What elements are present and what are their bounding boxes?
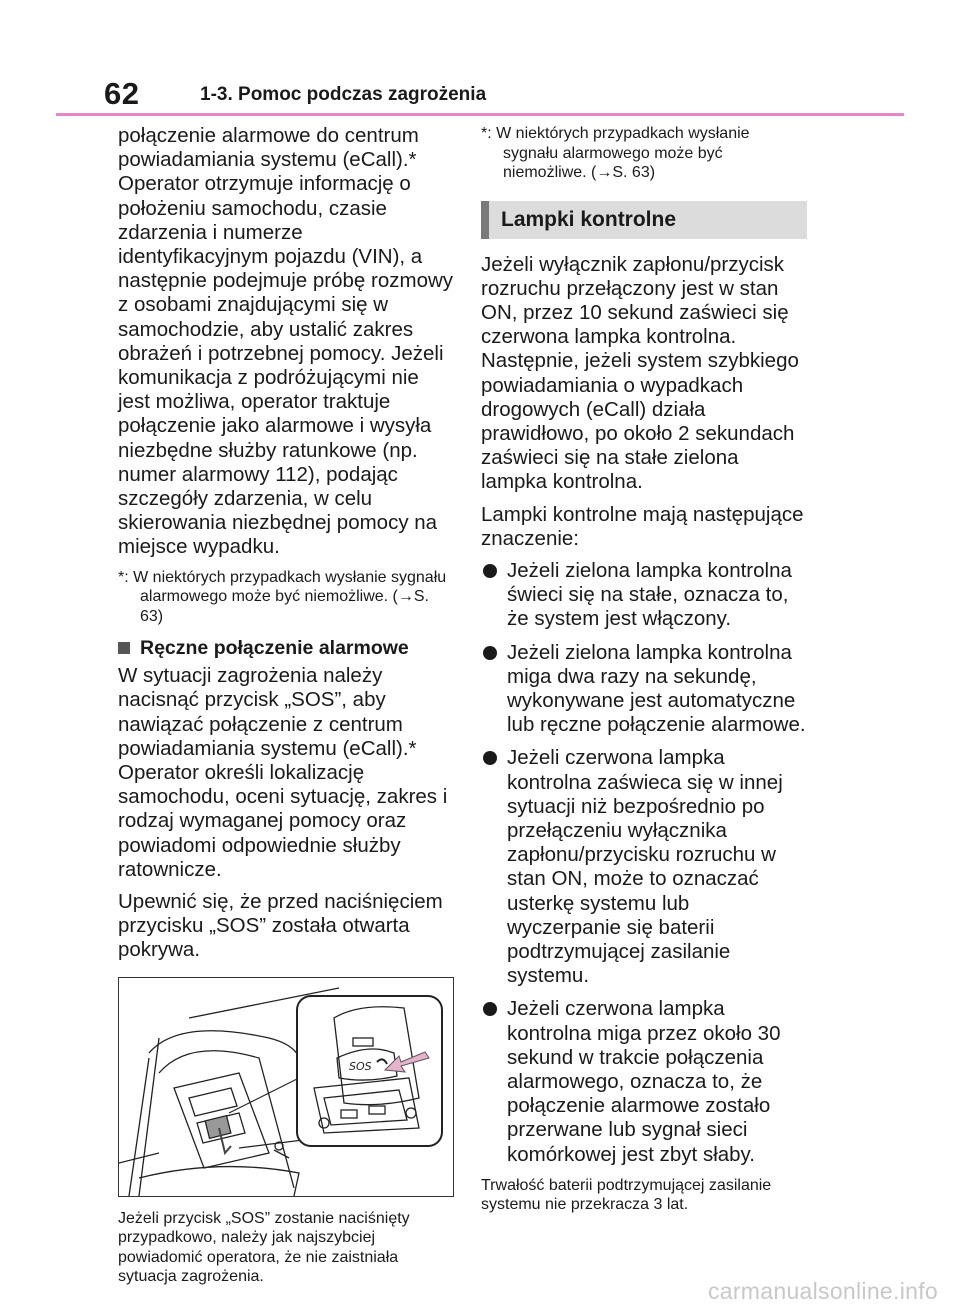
list-item-text: Jeżeli czerwona lampka kontrolna zaświeca się w innej sytuacji niż bezpośrednio po przełączeniu wyłącznika zapłonu/przycisku rozruchu w stan ON, może to oznaczać usterkę systemu lub wyczerpanie się baterii podtrzymującej zasilanie systemu.	[507, 746, 783, 988]
list-item	[481, 746, 806, 988]
list-item	[481, 559, 806, 632]
right-footnote: *: W niektórych przypadkach wysłanie sygnału alarmowego może być niemożliwe. (→S. 63)	[481, 125, 750, 181]
bullet-dot-icon	[483, 751, 497, 765]
left-paragraph-3: Upewnić się, że przed naciśnięciem przycisku „SOS” została otwarta pokrywa.	[118, 889, 443, 962]
left-paragraph-2: W sytuacji zagrożenia należy nacisnąć przycisk „SOS”, aby nawiązać połączenie z centrum powiadamiania systemu (eCall).* Operator określi lokalizację samochodu, oceni sytuację, zakres i rodzaj wymaganej pomocy oraz powiadomi odpowiednie służby ratownicze.	[118, 664, 448, 881]
left-paragraph-1: połączenie alarmowe do centrum powiadamiania systemu (eCall).* Operator otrzymuje informację o położeniu samochodu, czasie zdarzenia i numerze identyfikacyjnym pojazdu (VIN), a następnie podejmuje próbę rozmowy z osobami znajdującymi się w samochodzie, aby ustalić zakres obrażeń i potrzebnej pomocy. Jeżeli komunikacja z podróżującymi nie jest możliwa, operator traktuje połączenie jako alarmowe i wysyła niezbędne służby ratunkowe (np. numer alarmowy 112), podając szczegóły zdarzenia, w celu skierowania niezbędnej pomocy na miejsce wypadku.	[118, 124, 454, 559]
list-item	[481, 997, 806, 1166]
right-column	[481, 124, 806, 1215]
list-item-text: Jeżeli czerwona lampka kontrolna miga przez około 30 sekund w trakcie połączenia alarmowego, oznacza to, że połączenie alarmowe zostało przerwane lub sygnał sieci komórkowej jest zbyt słaby.	[507, 997, 781, 1166]
square-bullet-icon	[118, 642, 130, 654]
indicator-lamps-heading: Lampki kontrolne	[481, 201, 807, 239]
overhead-console-drawing	[119, 978, 453, 1196]
figure-caption: Jeżeli przycisk „SOS” zostanie naciśnięty przypadkowo, należy jak najszybciej powiadomić operatora, że nie zaistniała sytuacja zagrożenia.	[118, 1209, 410, 1286]
bullet-dot-icon	[483, 564, 497, 578]
section-title: 1-3. Pomoc podczas zagrożenia	[200, 84, 487, 105]
sos-button-illustration	[118, 977, 454, 1197]
list-item-text: Jeżeli zielona lampka kontrolna miga dwa razy na sekundę, wykonywane jest automatyczne lub ręczne połączenie alarmowe.	[507, 640, 806, 737]
right-paragraph-1: Jeżeli wyłącznik zapłonu/przycisk rozruchu przełączony jest w stan ON, przez 10 sekund zaświeci się czerwona lampka kontrolna. Następnie, jeżeli system szybkiego powiadamiania o wypadkach drogowych (eCall) działa prawidłowo, po około 2 sekundach zaświeci się na stałe zielona lampka kontrolna.	[481, 252, 799, 494]
right-paragraph-2: Lampki kontrolne mają następujące znaczenie:	[481, 502, 804, 550]
bullet-dot-icon	[483, 646, 497, 660]
list-item	[481, 641, 806, 738]
manual-call-heading-text: Ręczne połączenie alarmowe	[140, 637, 409, 660]
list-item-text: Jeżeli zielona lampka kontrolna świeci się na stałe, oznacza to, że system jest włączony.	[507, 558, 792, 631]
left-footnote: *: W niektórych przypadkach wysłanie sygnału alarmowego może być niemożliwe. (→S. 63)	[118, 568, 447, 625]
left-column	[118, 124, 454, 1287]
bullet-dot-icon	[483, 1002, 497, 1016]
header-divider	[56, 113, 904, 116]
page-number: 62	[104, 76, 140, 111]
watermark: carmanualsonline.info	[707, 1278, 938, 1304]
battery-note: Trwałość baterii podtrzymującej zasilanie systemu nie przekracza 3 lat.	[481, 1176, 772, 1214]
sos-label: SOS	[349, 1059, 372, 1073]
manual-call-heading	[118, 636, 454, 660]
